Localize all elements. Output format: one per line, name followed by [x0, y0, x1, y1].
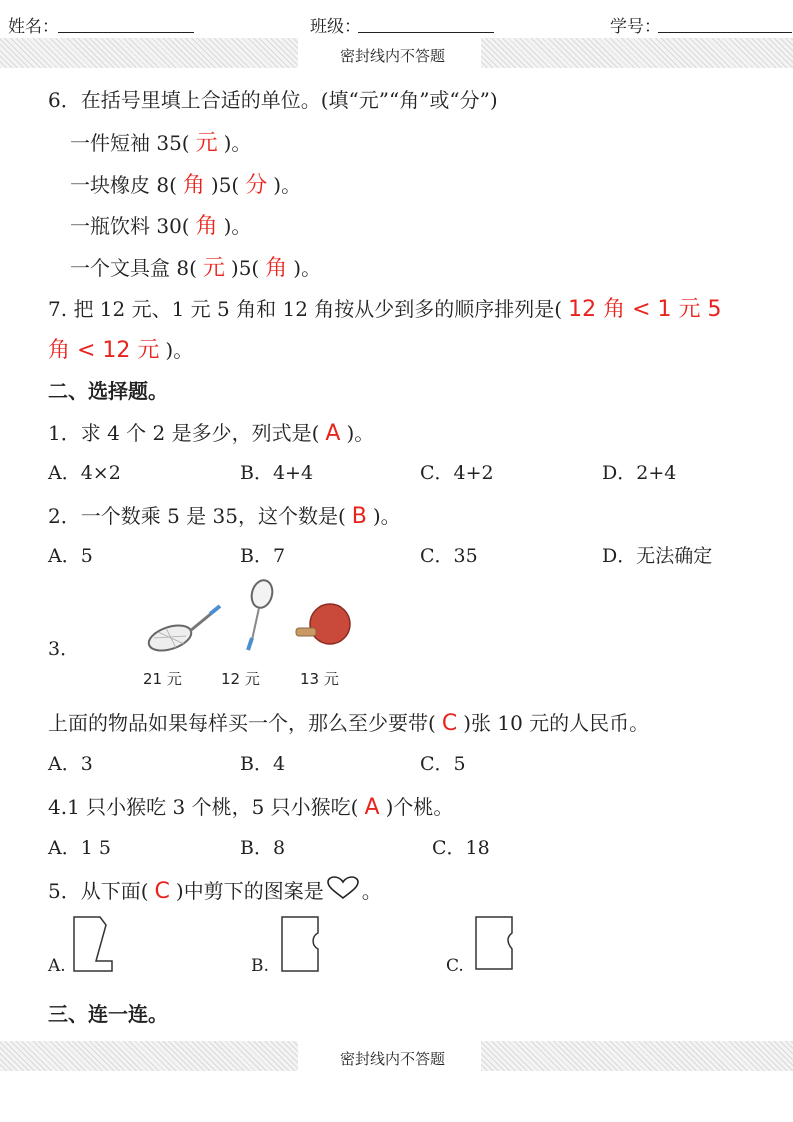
- answer: 角: [265, 256, 288, 281]
- q6-line4: 一个文具盒 8( 元 )5( 角 )。: [70, 256, 322, 281]
- choice5-question: 5．从下面( C )中剪下的图案是 。: [48, 875, 382, 904]
- choice2-option-c: C．35: [420, 545, 478, 567]
- answer: 角: [195, 214, 218, 239]
- q7-line2: 角 < 12 元 )。: [48, 338, 194, 363]
- folded-paper-c: [474, 915, 516, 973]
- seal-band-left-bottom: [0, 1041, 298, 1071]
- q6-line3: 一瓶饮料 30( 角 )。: [70, 214, 252, 239]
- choice4-option-a: A．1 5: [48, 837, 111, 859]
- choice2-option-d: D．无法确定: [602, 545, 713, 567]
- seal-band-right: [481, 38, 793, 68]
- answer: 分: [245, 173, 268, 198]
- choice5-option-a: A.: [48, 956, 66, 976]
- price-label: 13 元: [300, 670, 339, 688]
- answer: C: [441, 711, 458, 736]
- section-3-title: 三、连一连。: [48, 1002, 168, 1026]
- heart-icon: [326, 876, 360, 900]
- choice5-option-b: B.: [251, 956, 269, 976]
- answer: A: [364, 795, 380, 820]
- seal-text-bottom: 密封线内不答题: [340, 1050, 446, 1068]
- sports-items-image: [140, 578, 370, 670]
- seal-text-top: 密封线内不答题: [340, 47, 446, 65]
- choice4-question: 4.1 只小猴吃 3 个桃，5 只小猴吃( A )个桃。: [48, 795, 454, 820]
- tennis-racket-icon: [146, 606, 220, 655]
- ping-pong-paddle-icon: [296, 604, 350, 644]
- section-2-title: 二、选择题。: [48, 379, 168, 403]
- name-underline: [58, 32, 194, 33]
- folded-paper-b: [280, 915, 322, 973]
- choice3-number: 3．: [48, 638, 80, 660]
- name-label: 姓名：: [8, 17, 59, 37]
- seal-band-left: [0, 38, 298, 68]
- folded-paper-a: [72, 915, 114, 975]
- choice2-option-a: A．5: [48, 545, 93, 567]
- choice1-option-d: D．2+4: [602, 462, 677, 484]
- choice1-option-b: B．4+4: [240, 462, 314, 484]
- choice3-question: 上面的物品如果每样买一个，那么至少要带( C )张 10 元的人民币。: [48, 711, 650, 736]
- choice2-option-b: B．7: [240, 545, 286, 567]
- answer: 12 角 < 1 元 5: [568, 297, 722, 322]
- answer: 角: [182, 173, 205, 198]
- q6-prompt: 6．在括号里填上合适的单位。(填“元”“角”或“分”): [48, 88, 498, 112]
- choice2-question: 2．一个数乘 5 是 35，这个数是( B )。: [48, 504, 401, 529]
- q6-line2: 一块橡皮 8( 角 )5( 分 )。: [70, 173, 302, 198]
- choice4-option-c: C．18: [432, 837, 490, 859]
- choice5-option-c: C.: [446, 956, 464, 976]
- answer: 元: [195, 131, 218, 156]
- answer: B: [351, 504, 367, 529]
- answer: C: [154, 879, 170, 904]
- student-id-label: 学号：: [610, 17, 661, 37]
- choice1-question: 1．求 4 个 2 是多少，列式是( A )。: [48, 421, 375, 446]
- class-label: 班级：: [310, 17, 361, 37]
- choice3-option-b: B．4: [240, 753, 286, 775]
- choice1-option-a: A．4×2: [48, 462, 121, 484]
- q6-line1: 一件短袖 35( 元 )。: [70, 131, 252, 156]
- choice4-option-b: B．8: [240, 837, 286, 859]
- class-underline: [358, 32, 494, 33]
- choice1-option-c: C．4+2: [420, 462, 494, 484]
- q7-line1: 7. 把 12 元、1 元 5 角和 12 角按从少到多的顺序排列是( 12 角 < 1 元 5: [48, 292, 727, 323]
- answer: 角 < 12 元: [48, 338, 160, 363]
- answer: A: [325, 421, 341, 446]
- price-label: 12 元: [221, 670, 260, 688]
- badminton-racket-icon: [248, 578, 275, 650]
- answer: 元: [202, 256, 225, 281]
- choice3-option-c: C．5: [420, 753, 466, 775]
- choice3-option-a: A．3: [48, 753, 93, 775]
- student-id-underline: [658, 32, 792, 33]
- seal-band-right-bottom: [481, 1041, 793, 1071]
- price-label: 21 元: [143, 670, 182, 688]
